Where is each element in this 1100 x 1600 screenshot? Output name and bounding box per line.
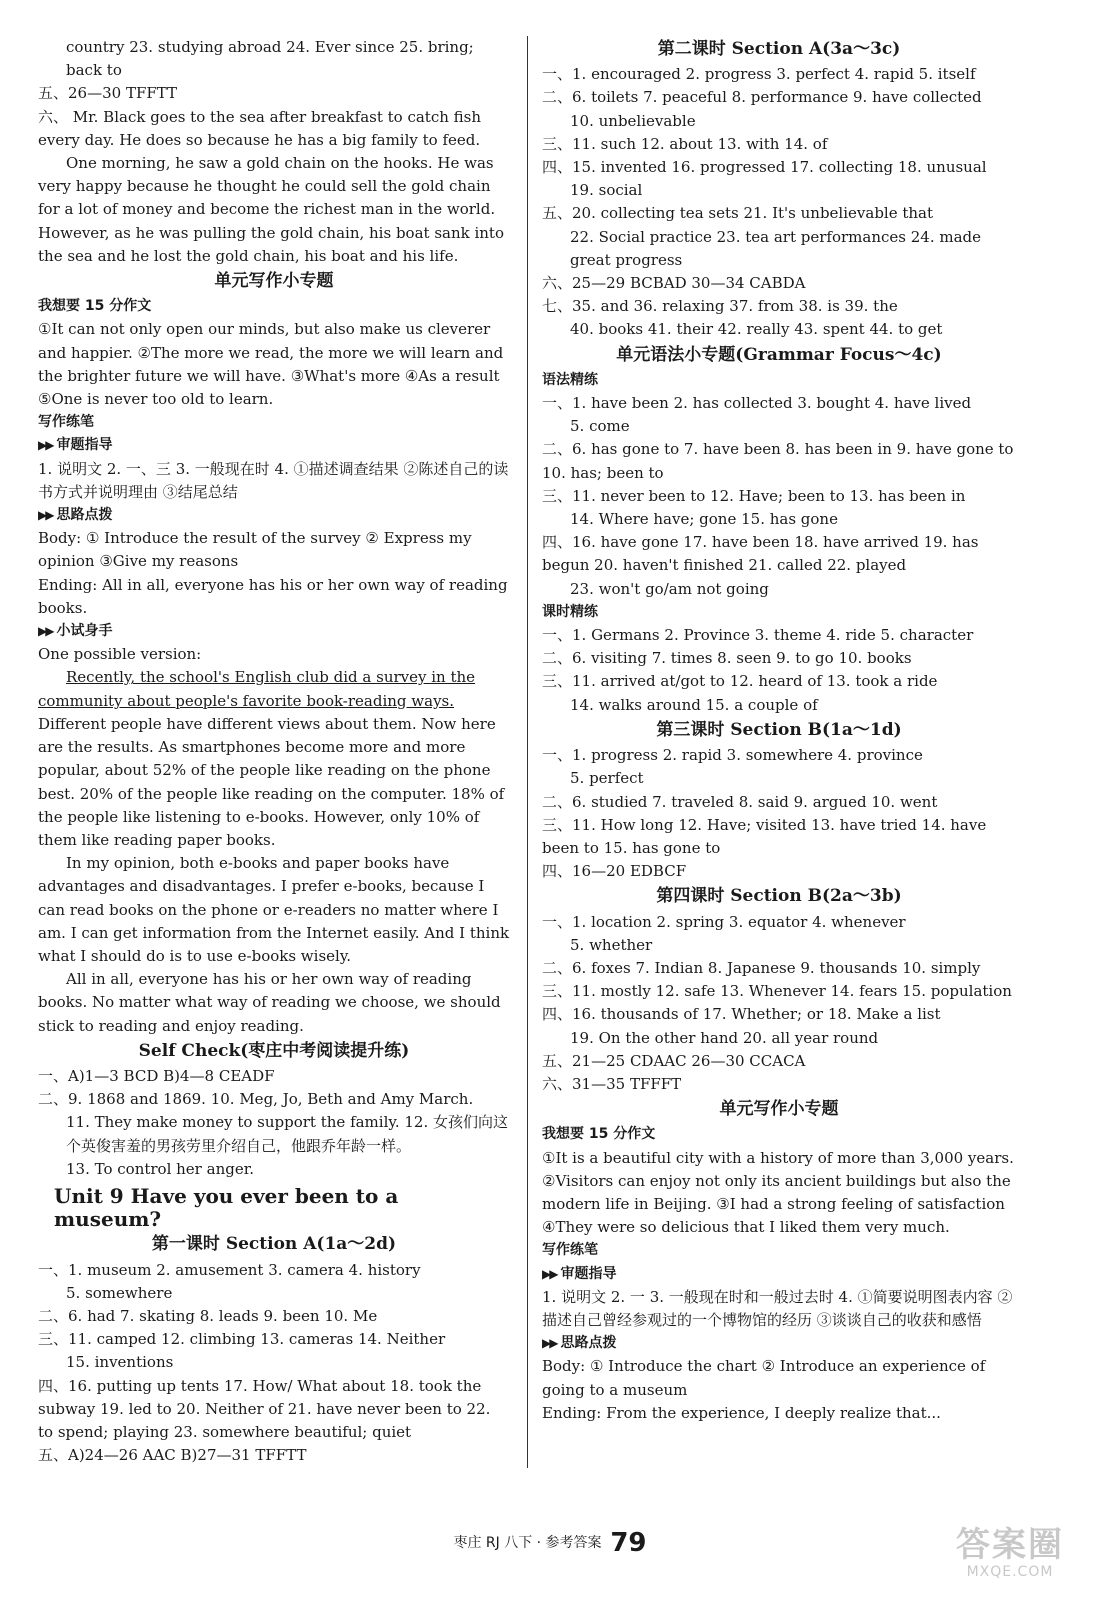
- line-text: 单元语法小专题(Grammar Focus～4c): [616, 344, 942, 365]
- answer-line: [542, 860, 1016, 883]
- line-text: 第二课时 Section A(3a～3c): [657, 39, 901, 59]
- line-text: 四、15. invented 16. progressed 17. collecting 18. unusual: [542, 158, 987, 177]
- subsection-label: [38, 434, 510, 457]
- line-text: Recently, the school's English club did a survey in the community about people's favorite book-reading ways.: [38, 668, 476, 710]
- line-text: 五、26—30 TFFTT: [38, 84, 178, 103]
- line-text: 写作练笔: [38, 414, 94, 431]
- line-text: 第三课时 Section B(1a～1d): [656, 719, 902, 740]
- line-text: 四、16. thousands of 17. Whether; or 18. Make a list: [542, 1005, 941, 1024]
- line-text: ①It can not only open our minds, but also make us cleverer and happier. ②The more we read, the more we will learn and the brighter future we will have. ③What's more ④As a result ⑤One is never too old to learn.: [38, 320, 504, 409]
- section-heading: [542, 885, 1016, 908]
- answer-line: [542, 202, 1016, 225]
- subsection-label: [542, 1263, 1016, 1286]
- answer-line: [38, 152, 510, 268]
- answer-line: [542, 63, 1016, 86]
- section-heading: [542, 1098, 1016, 1121]
- answer-line: [542, 485, 1016, 508]
- line-text: 1. 说明文 2. 一、三 3. 一般现在时 4. ①描述调查结果 ②陈述自己的读书方式并说明理由 ③结尾总结: [38, 459, 509, 501]
- answer-line: [542, 318, 1016, 341]
- answer-line: [542, 179, 1016, 202]
- triangle-bullet-icon: ▶▶: [38, 624, 53, 639]
- answer-line: [542, 934, 1016, 957]
- answer-line: [38, 1259, 510, 1282]
- line-text: 二、6. has gone to 7. have been 8. has been in 9. have gone to 10. has; been to: [542, 440, 1014, 482]
- line-text: 5. perfect: [570, 769, 644, 788]
- line-text: In my opinion, both e-books and paper books have advantages and disadvantages. I prefer e-books, because I can read books on the phone or e-readers no matter where I am. I can get information from the Internet easily. And I think what I should do is to use e-books wisely.: [38, 854, 510, 965]
- subsection-label: [38, 504, 510, 527]
- section-heading: [542, 344, 1016, 367]
- line-text: 1. 说明文 2. 一 3. 一般现在时和一般过去时 4. ①简要说明图表内容 ②描述自己曾经参观过的一个博物馆的经历 ③谈谈自己的收获和感悟: [542, 1287, 1013, 1329]
- triangle-bullet-icon: ▶▶: [542, 1266, 557, 1281]
- line-text: Body: ① Introduce the chart ② Introduce an experience of going to a museum: [542, 1357, 986, 1399]
- line-text: 一、1. have been 2. has collected 3. bought 4. have lived: [542, 394, 972, 413]
- line-text: 七、35. and 36. relaxing 37. from 38. is 39. the: [542, 297, 898, 316]
- unit-title: [54, 1185, 510, 1231]
- line-text: 六、25—29 BCBAD 30—34 CABDA: [542, 274, 806, 293]
- answer-line: [542, 508, 1016, 531]
- line-text: 三、11. How long 12. Have; visited 13. have tried 14. have been to 15. has gone to: [542, 815, 987, 857]
- line-text: 三、11. mostly 12. safe 13. Whenever 14. fears 15. population: [542, 982, 1012, 1001]
- answer-line: [542, 133, 1016, 156]
- answer-line: [542, 814, 1016, 860]
- answer-line: [38, 1158, 510, 1181]
- line-text: 三、11. never been to 12. Have; been to 13. has been in: [542, 486, 966, 505]
- watermark-url: MXQE.COM: [966, 1564, 1054, 1580]
- answer-line: [542, 1402, 1016, 1425]
- answer-line: [38, 1305, 510, 1328]
- answer-line: [542, 1027, 1016, 1050]
- answer-line: [542, 392, 1016, 415]
- answer-line: [38, 106, 510, 152]
- line-text: 二、6. toilets 7. peaceful 8. performance 9. have collected: [542, 88, 982, 107]
- line-text: 写作练笔: [542, 1242, 598, 1259]
- answer-line: [542, 624, 1016, 647]
- line-text: 5. somewhere: [66, 1283, 173, 1302]
- watermark: [940, 1526, 1080, 1586]
- answer-line: [542, 694, 1016, 717]
- section-heading: [38, 1233, 510, 1256]
- line-text: 三、11. arrived at/got to 12. heard of 13. took a ride: [542, 672, 938, 691]
- subsection-label: [542, 601, 1016, 624]
- answer-line: [38, 713, 510, 852]
- triangle-bullet-icon: ▶▶: [38, 438, 53, 453]
- answer-line: [542, 767, 1016, 790]
- answer-line: [38, 82, 510, 105]
- line-text: ①It is a beautiful city with a history of more than 3,000 years. ②Visitors can enjoy not only its ancient buildings but also the modern life in Beijing. ③I had a strong feeling of satisfaction ④They were so delicious that I liked them very much.: [542, 1148, 1014, 1237]
- answer-line: [38, 1282, 510, 1305]
- answer-line: [38, 1351, 510, 1374]
- answer-line: [542, 531, 1016, 577]
- subsection-label: [542, 1123, 1016, 1146]
- line-text: 五、A)24—26 AAC B)27—31 TFFTT: [38, 1446, 307, 1465]
- section-heading: [38, 1040, 510, 1063]
- line-text: 语法精练: [542, 371, 598, 388]
- line-text: All in all, everyone has his or her own way of reading books. No matter what way of reading we choose, we should stick to reading and enjoy reading.: [38, 970, 501, 1035]
- line-text: 一、1. encouraged 2. progress 3. perfect 4. rapid 5. itself: [542, 65, 976, 84]
- page-number: 79: [610, 1528, 647, 1558]
- line-text: Unit 9 Have you ever been to a museum?: [54, 1183, 399, 1232]
- column-divider: [527, 36, 528, 1468]
- line-text: 22. Social practice 23. tea art performances 24. made great progress: [570, 227, 982, 269]
- line-text: 5. come: [570, 417, 630, 436]
- watermark-logo: 答案圈: [956, 1525, 1064, 1565]
- line-text: 三、11. such 12. about 13. with 14. of: [542, 134, 828, 153]
- line-text: Different people have different views about them. Now here are the results. As smartphones become more and more popular, about 52% of the people like reading on the phone best. 20% of the people like reading on the computer. 18% of the people like listening to e-books. However, only 10% of them like reading paper books.: [38, 714, 505, 849]
- left-column: [38, 36, 510, 1467]
- answer-line: [542, 110, 1016, 133]
- answer-line: [542, 911, 1016, 934]
- subsection-label: [542, 369, 1016, 392]
- line-text: 课时精练: [542, 603, 598, 620]
- right-column: [542, 36, 1016, 1425]
- answer-line: [542, 744, 1016, 767]
- answer-line: [542, 670, 1016, 693]
- line-text: 四、16—20 EDBCF: [542, 862, 687, 881]
- line-text: 思路点拨: [560, 1335, 617, 1352]
- line-text: 我想要 15 分作文: [542, 1126, 656, 1143]
- line-text: 5. whether: [570, 935, 653, 954]
- line-text: 19. On the other hand 20. all year round: [570, 1028, 879, 1047]
- subsection-label: [38, 295, 510, 318]
- answer-line: [542, 1355, 1016, 1401]
- answer-line: [542, 226, 1016, 272]
- subsection-label: [38, 620, 510, 643]
- line-text: 10. unbelievable: [570, 111, 696, 130]
- answer-line: [542, 1147, 1016, 1240]
- line-text: One possible version:: [38, 645, 202, 664]
- line-text: 13. To control her anger.: [66, 1159, 254, 1178]
- answer-line: [38, 968, 510, 1038]
- line-text: Ending: All in all, everyone has his or her own way of reading books.: [38, 575, 508, 617]
- line-text: 五、21—25 CDAAC 26—30 CCACA: [542, 1051, 806, 1070]
- line-text: 审题指导: [560, 1265, 617, 1282]
- line-text: 23. won't go/am not going: [570, 579, 769, 598]
- answer-line: [542, 1003, 1016, 1026]
- triangle-bullet-icon: ▶▶: [542, 1336, 557, 1351]
- line-text: Ending: From the experience, I deeply realize that...: [542, 1403, 941, 1422]
- answer-line: [38, 1065, 510, 1088]
- answer-line: [542, 1050, 1016, 1073]
- line-text: 40. books 41. their 42. really 43. spent 44. to get: [570, 320, 943, 339]
- subsection-label: [38, 411, 510, 434]
- line-text: 五、20. collecting tea sets 21. It's unbelievable that: [542, 204, 934, 223]
- answer-line: [38, 643, 510, 666]
- section-heading: [542, 719, 1016, 742]
- triangle-bullet-icon: ▶▶: [38, 508, 53, 523]
- answer-line: [542, 415, 1016, 438]
- line-text: 11. They make money to support the family. 12. 女孩们向这个英俊害羞的男孩劳里介绍自己，他跟乔年龄一样。: [66, 1113, 509, 1155]
- answer-line: [38, 527, 510, 573]
- answer-line: [38, 1444, 510, 1467]
- answer-line: [38, 666, 510, 712]
- line-text: 一、1. Germans 2. Province 3. theme 4. ride 5. character: [542, 626, 974, 645]
- line-text: One morning, he saw a gold chain on the hooks. He was very happy because he thought he could sell the gold chain for a lot of money and become the richest man in the world. However, as he was pulling the gold chain, his boat sank into the sea and he lost the gold chain, his boat and his life.: [38, 154, 504, 265]
- line-text: Self Check(枣庄中考阅读提升练): [138, 1040, 410, 1061]
- line-text: 第一课时 Section A(1a～2d): [151, 1234, 397, 1255]
- line-text: 一、1. museum 2. amusement 3. camera 4. history: [38, 1260, 421, 1279]
- line-text: 四、16. putting up tents 17. How/ What about 18. took the subway 19. led to 20. Neither of 21. have never been to 22. to spend; playing 23. somewhere beautiful; quiet: [38, 1376, 491, 1441]
- line-text: country 23. studying abroad 24. Ever since 25. bring; back to: [66, 38, 474, 80]
- line-text: 二、6. studied 7. traveled 8. said 9. argued 10. went: [542, 792, 938, 811]
- line-text: 14. Where have; gone 15. has gone: [570, 510, 838, 529]
- line-text: 六、31—35 TFFFT: [542, 1074, 682, 1093]
- line-text: 单元写作小专题: [214, 271, 334, 292]
- line-text: 一、1. location 2. spring 3. equator 4. whenever: [542, 912, 906, 931]
- line-text: 审题指导: [56, 437, 113, 454]
- section-heading: [542, 38, 1016, 61]
- line-text: 三、11. camped 12. climbing 13. cameras 14. Neither: [38, 1330, 446, 1349]
- answer-line: [38, 852, 510, 968]
- answer-line: [542, 578, 1016, 601]
- line-text: 思路点拨: [56, 507, 113, 524]
- line-text: 小试身手: [56, 623, 113, 640]
- line-text: Body: ① Introduce the result of the survey ② Express my opinion ③Give my reasons: [38, 529, 472, 571]
- answer-line: [542, 86, 1016, 109]
- line-text: 四、16. have gone 17. have been 18. have arrived 19. has begun 20. haven't finished 21. called 22. played: [542, 533, 979, 575]
- footer-label: 枣庄 RJ 八下 · 参考答案: [453, 1535, 602, 1551]
- line-text: 二、6. had 7. skating 8. leads 9. been 10. Me: [38, 1306, 378, 1325]
- answer-line: [38, 1375, 510, 1445]
- answer-line: [38, 574, 510, 620]
- line-text: 14. walks around 15. a couple of: [570, 695, 818, 714]
- line-text: 二、6. foxes 7. Indian 8. Japanese 9. thousands 10. simply: [542, 958, 981, 977]
- subsection-label: [542, 1239, 1016, 1262]
- line-text: 单元写作小专题: [719, 1099, 839, 1120]
- answer-line: [38, 1328, 510, 1351]
- answer-line: [38, 1111, 510, 1157]
- line-text: 我想要 15 分作文: [38, 298, 152, 315]
- answer-line: [542, 791, 1016, 814]
- line-text: 六、 Mr. Black goes to the sea after breakfast to catch fish every day. He does so because he has a big family to feed.: [38, 107, 482, 149]
- answer-line: [38, 318, 510, 411]
- line-text: 15. inventions: [66, 1353, 174, 1372]
- answer-line: [542, 980, 1016, 1003]
- answer-line: [542, 272, 1016, 295]
- line-text: 19. social: [570, 181, 643, 200]
- line-text: 二、6. visiting 7. times 8. seen 9. to go 10. books: [542, 649, 912, 668]
- line-text: 一、1. progress 2. rapid 3. somewhere 4. province: [542, 746, 923, 765]
- line-text: 第四课时 Section B(2a～3b): [656, 886, 902, 907]
- answer-line: [542, 295, 1016, 318]
- answer-line: [542, 1073, 1016, 1096]
- answer-line: [38, 1088, 510, 1111]
- answer-line: [542, 1286, 1016, 1332]
- subsection-label: [542, 1332, 1016, 1355]
- section-heading: [38, 270, 510, 293]
- answer-line: [542, 957, 1016, 980]
- page-footer: [0, 1528, 1100, 1558]
- answer-line: [38, 36, 510, 82]
- line-text: 一、A)1—3 BCD B)4—8 CEADF: [38, 1066, 275, 1085]
- answer-line: [542, 438, 1016, 484]
- answer-line: [542, 647, 1016, 670]
- answer-line: [38, 458, 510, 504]
- answer-line: [542, 156, 1016, 179]
- line-text: 二、9. 1868 and 1869. 10. Meg, Jo, Beth and Amy March.: [38, 1090, 474, 1109]
